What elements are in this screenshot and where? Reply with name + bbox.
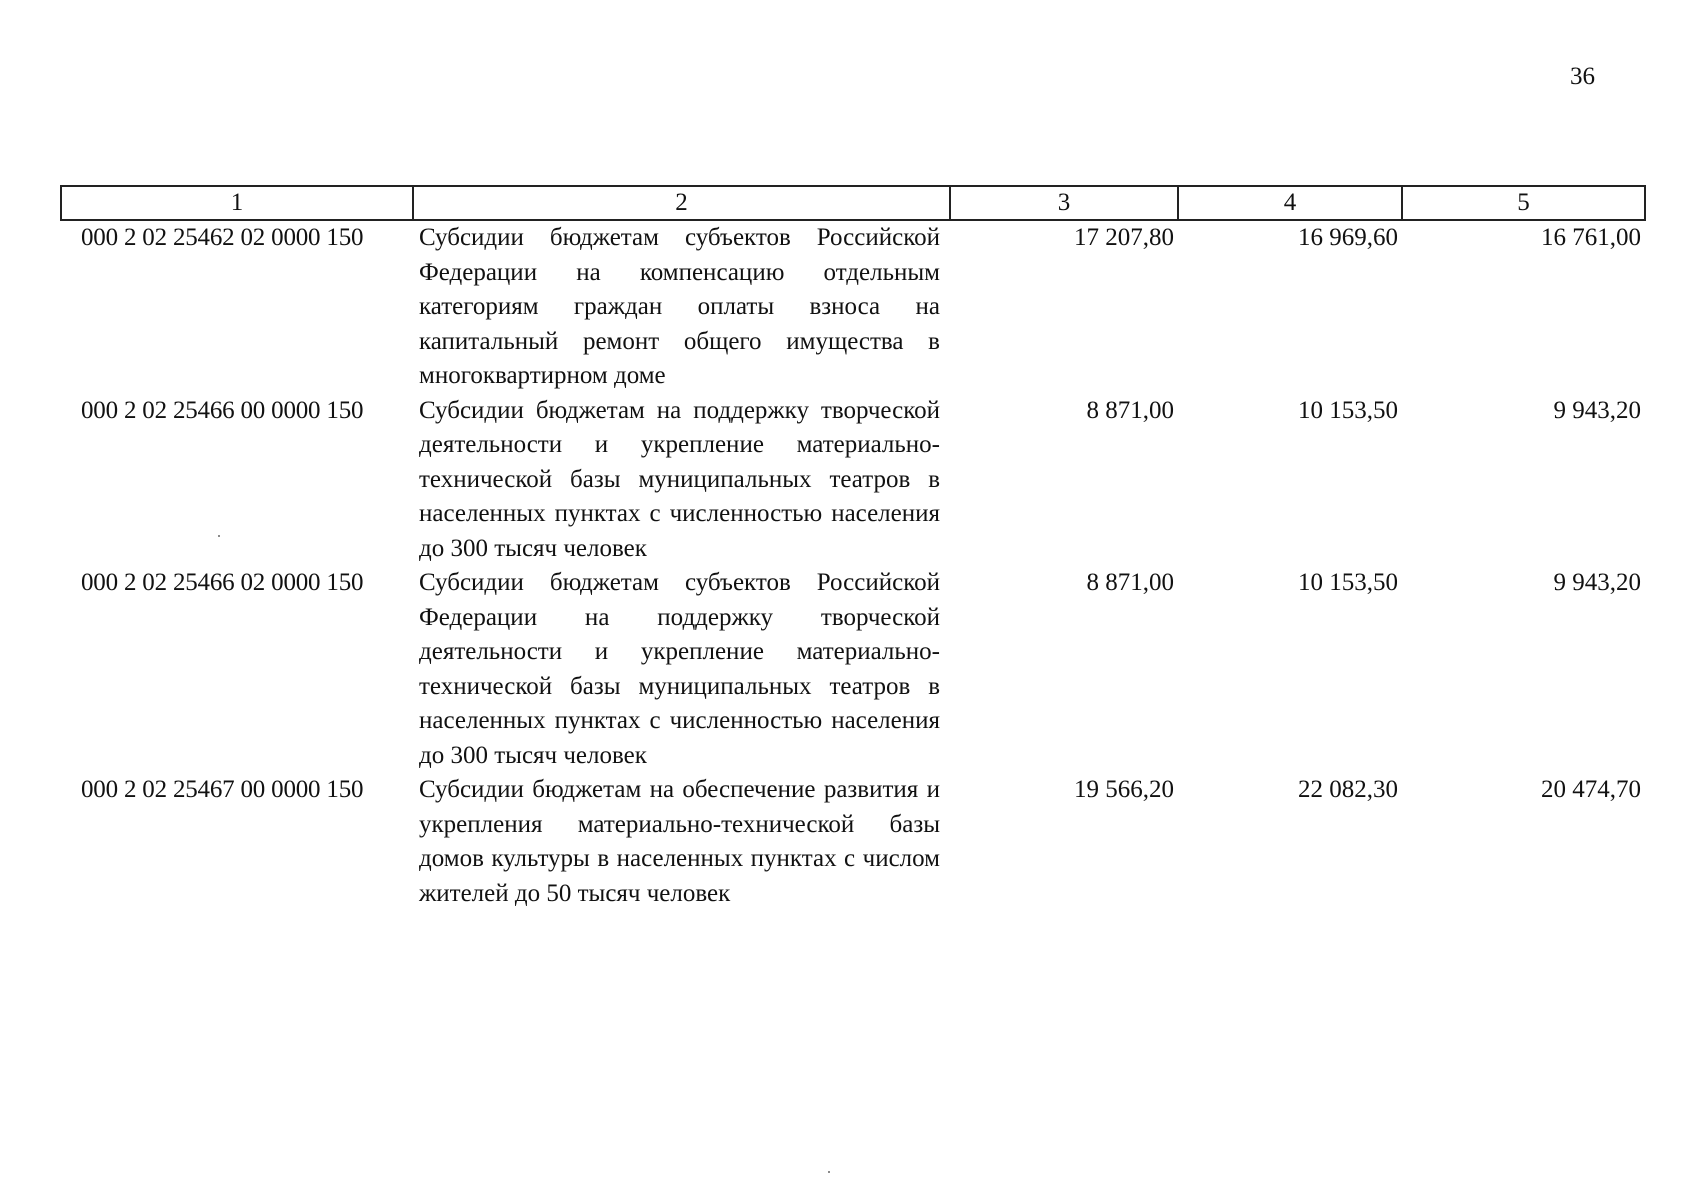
- column-header-2: 2: [413, 186, 950, 220]
- column-header-3: 3: [950, 186, 1178, 220]
- table-row: [61, 566, 1645, 773]
- value-col5: 20 474,70: [1541, 776, 1641, 803]
- value-col4: 22 082,30: [1298, 776, 1398, 803]
- table-row: [61, 220, 1645, 394]
- value-col4: 10 153,50: [1298, 396, 1398, 424]
- row-description: Субсидии бюджетам на поддержку творческой деятельности и укрепление материально-технической базы муниципальных театров в населенных пунктах с численностью населения до 300 тысяч человек: [419, 396, 940, 562]
- row-description: Субсидии бюджетам на обеспечение развития и укрепления материально-технической базы домов культуры в населенных пунктах с числом жителей до 50 тысяч человек: [419, 776, 940, 907]
- budget-code: 000 2 02 25462 02 0000 150: [81, 224, 364, 251]
- table-header-row: [61, 186, 1645, 220]
- column-header-1: 1: [61, 186, 413, 220]
- row-description: Субсидии бюджетам субъектов Российской Федерации на поддержку творческой деятельности и укрепление материально-технической базы муниципальных театров в населенных пунктах с численностью населения до 300 тысяч человек: [419, 569, 940, 769]
- budget-code: 000 2 02 25466 02 0000 150: [81, 569, 364, 596]
- scan-speck: [828, 1171, 830, 1173]
- value-col4: 16 969,60: [1298, 224, 1398, 251]
- value-col3: 8 871,00: [1086, 396, 1174, 424]
- column-header-4: 4: [1178, 186, 1402, 220]
- row-description: Субсидии бюджетам субъектов Российской Федерации на компенсацию отдельным категориям граждан оплаты взноса на капитальный ремонт общего имущества в многоквартирном доме: [419, 224, 940, 389]
- page-number: 36: [1570, 63, 1595, 90]
- value-col4: 10 153,50: [1298, 569, 1398, 596]
- budget-code: 000 2 02 25467 00 0000 150: [81, 776, 364, 803]
- budget-table: [60, 185, 1646, 911]
- value-col3: 17 207,80: [1074, 224, 1174, 251]
- budget-code: 000 2 02 25466 00 0000 150: [81, 396, 364, 424]
- value-col3: 8 871,00: [1086, 569, 1174, 596]
- value-col5: 16 761,00: [1541, 224, 1641, 251]
- scan-speck: [218, 535, 220, 537]
- value-col3: 19 566,20: [1074, 776, 1174, 803]
- value-col5: 9 943,20: [1553, 569, 1641, 596]
- column-header-5: 5: [1402, 186, 1645, 220]
- table-row: [61, 773, 1645, 911]
- value-col5: 9 943,20: [1553, 396, 1641, 424]
- table-row: [61, 394, 1645, 567]
